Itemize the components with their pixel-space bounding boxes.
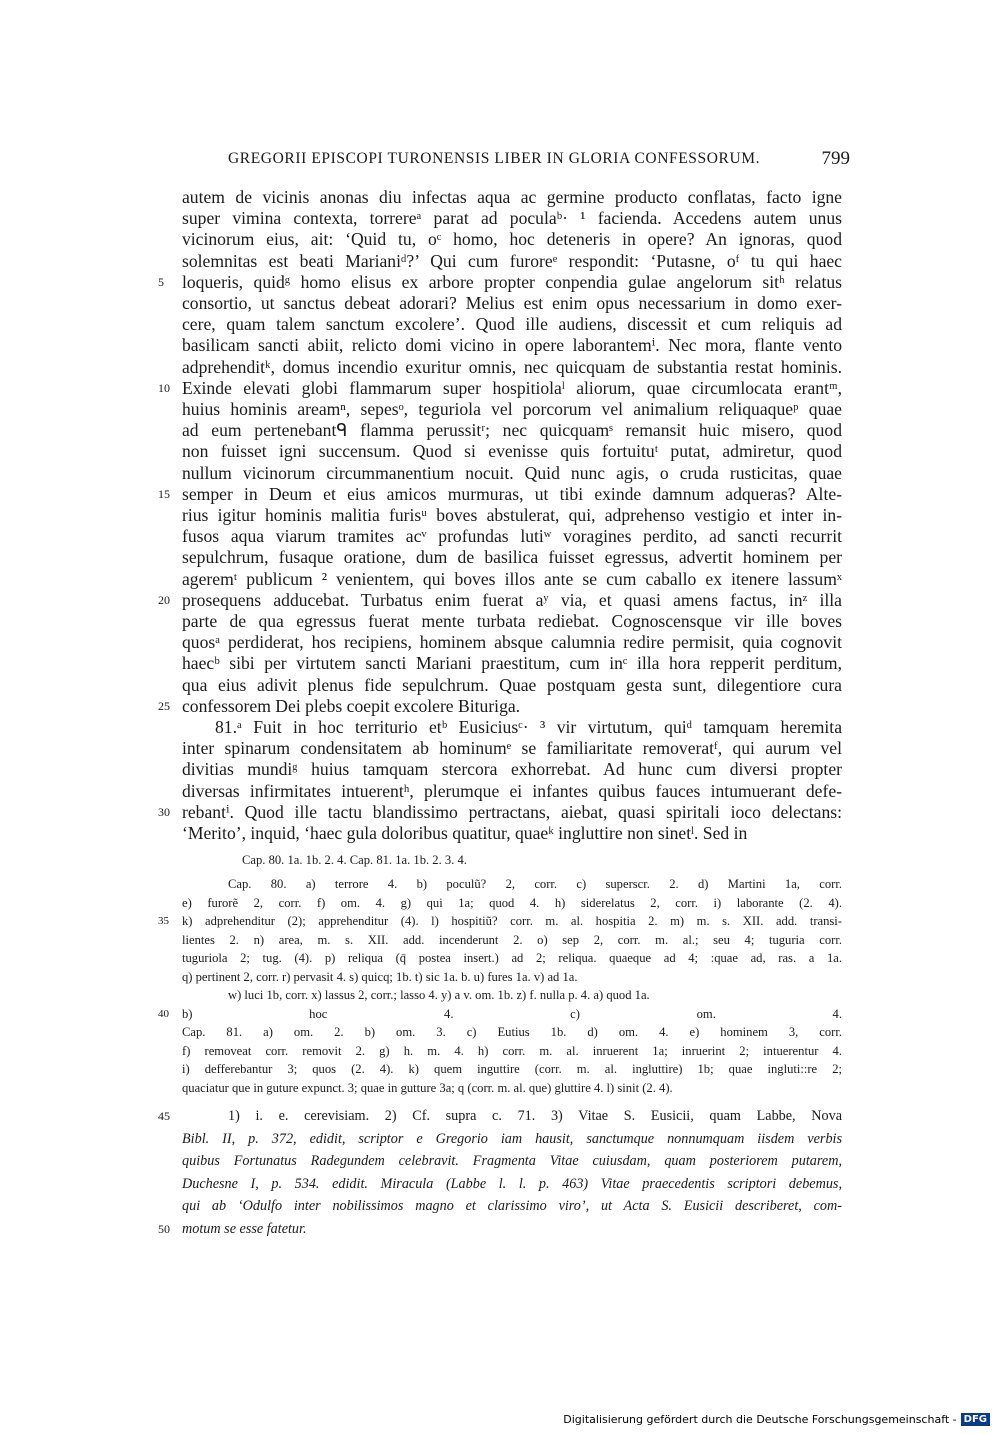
text-line: loqueris, quidᵍ homo elisus ex arbore propter conpendia gulae angelorum sitʰ relatus: [182, 271, 842, 292]
line-number: 45: [158, 1109, 170, 1123]
text-line: ageremᵗ publicum ² venientem, qui boves illos ante se cum caballo ex itenere lassumˣ: [182, 568, 842, 589]
text-line: divitias mundiᵍ huius tamquam stercora exhorrebat. Ad hunc cum diversi propter: [182, 759, 842, 780]
text-line: i) defferebantur 3; quos (2. 4). k) quem inguttire (corr. m. al. ingluttire) 1b; quae ingluti::re 2;: [182, 1062, 842, 1076]
text-line: nullum vicinorum circummanentium nocuit. Quid nunc agis, o cruda rusticitas, quae: [182, 462, 842, 483]
text-line: lientes 2. n) area, m. s. XII. add. incenderunt 2. o) sep 2, corr. m. al.; seu 4; tuguria corr.: [182, 932, 842, 947]
text-line: quibus Fortunatus Radegundem celebravit. Fragmenta Vitae cuiusdam, quam posteriorem putarem,: [182, 1153, 842, 1170]
line-number: 10: [158, 380, 170, 395]
line-number: 20: [158, 592, 170, 607]
line-number: 15: [158, 486, 170, 501]
running-header: [228, 150, 850, 172]
text-line: diversas infirmitates intuerentʰ, plerumque ei infantes quibus fauces intumuerant defe-: [182, 780, 842, 801]
line-number: 5: [158, 274, 164, 289]
text-line: b) hoc 4. c) om. 4.: [182, 1006, 842, 1021]
text-line: motum se esse fatetur.: [182, 1221, 307, 1237]
text-line: q) pertinent 2, corr. r) pervasit 4. s) quicq; 1b. t) sic 1a. b. u) fures 1a. v) ad 1a.: [182, 969, 578, 984]
text-line: f) removeat corr. removit 2. g) h. m. 4. h) corr. m. al. inruerent 1a; inruerint 2; intuerentur 4.: [182, 1043, 842, 1058]
text-line: basilicam sancti abiit, relicto domi vicino in opere laborantemⁱ. Nec mora, flante vento: [182, 335, 842, 356]
text-line: non fuisset igni succensum. Quod si evenisse quis fortuituᵗ putat, admiretur, quod: [182, 441, 842, 462]
text-line: Bibl. II, p. 372, edidit, scriptor e Gregorio iam hausit, sanctumque nonnumquam iisdem verbis: [182, 1130, 842, 1147]
text-line: qui ab ‘Odulfo inter nobilissimos magno et clarissimo viro’, ut Acta S. Eusicii describeret, com-: [182, 1198, 842, 1215]
text-line: haecᵇ sibi per virtutem sancti Mariani praestitum, cum inᶜ illa hora repperit perditum,: [182, 653, 842, 674]
text-line: huius hominis areamⁿ, sepesᵒ, teguriola vel porcorum vel animalium reliquaqueᵖ quae: [182, 399, 842, 419]
text-line: solemnitas est beati Marianiᵈ?’ Qui cum furoreᵉ respondit: ‘Putasne, oᶠ tu qui haec: [182, 250, 842, 271]
text-line: Exinde elevati globi flammarum super hospitiolaˡ aliorum, quae circumlocata erantᵐ,: [182, 377, 842, 398]
text-line: cere, quam talem sanctum excolere’. Quod ille audiens, discessit et cum reliquis ad: [182, 314, 842, 335]
text-line: Cap. 80. a) terrore 4. b) poculũ? 2, corr. c) superscr. 2. d) Martini 1a, corr.: [228, 877, 842, 891]
line-number: 35: [158, 915, 169, 927]
text-line: sepulchrum, fusaque oratione, dum de basilica fuisset egressus, advertit hominem per: [182, 547, 842, 568]
text-line: 1) i. e. cerevisiam. 2) Cf. supra c. 71. 3) Vitae S. Eusicii, quam Labbe, Nova: [228, 1108, 842, 1124]
text-line: vicinorum eius, ait: ‘Quid tu, oᶜ homo, hoc deteneris in opere? An ignoras, quod: [182, 229, 842, 250]
text-line: ad eum pertenebantᑫ flamma perussitʳ; nec quicquamˢ remansit huic misero, quod: [182, 420, 842, 441]
text-line: quaciatur que in guture expunct. 3; quae in gutture 3a; q (corr. m. al. que) gluttire 4. l) sinit (2. 4).: [182, 1080, 673, 1095]
text-line: inter spinarum condensitatem ab hominumᵉ se familiaritate removeratᶠ, qui aurum vel: [182, 738, 842, 759]
text-line: Cap. 81. a) om. 2. b) om. 3. c) Eutius 1b. d) om. 4. e) hominem 3, corr.: [182, 1025, 842, 1039]
text-line: fusos aqua viarum tramites acᵛ profundas lutiʷ voragines perdito, ad sancti recurrit: [182, 526, 842, 547]
line-number: 50: [158, 1222, 170, 1236]
text-line: ‘Merito’, inquid, ‘haec gula doloribus quatitur, quaeᵏ ingluttire non sinetˡ. Sed in: [182, 823, 748, 843]
funding-footer: [563, 1413, 990, 1426]
text-line: parte de qua egressus fuerat mente turbata rediebat. Cognoscensque vir ille boves: [182, 611, 842, 631]
text-line: super vimina contexta, torrereᵃ parat ad poculaᵇ· ¹ facienda. Accedens autem unus: [182, 208, 842, 229]
text-line: w) luci 1b, corr. x) lassus 2, corr.; lasso 4. y) a v. om. 1b. z) f. nulla p. 4. a) quod 1a.: [228, 988, 650, 1002]
text-line: e) furorẽ 2, corr. f) om. 4. g) qui 1a; quod 4. h) siderelatus 2, corr. i) laborante (2. 4).: [182, 895, 842, 910]
dfg-logo: DFG: [961, 1413, 990, 1426]
line-number: 30: [158, 804, 170, 819]
text-line: qua eius adivit plenus fide sepulchrum. Quae postquam gesta sunt, dilegentiore cura: [182, 674, 842, 695]
text-line: prosequens adducebat. Turbatus enim fuerat aʸ via, et quasi amens factus, inᶻ illa: [182, 589, 842, 610]
funding-text: Digitalisierung gefördert durch die Deutsche Forschungsgemeinschaft -: [563, 1413, 957, 1426]
text-line: k) adprehenditur (2); apprehenditur (4). l) hospitiũ? corr. m. al. hospitia 2. m) m. s. XII. add. transi-: [182, 914, 842, 928]
running-title: GREGORII EPISCOPI TURONENSIS LIBER IN GLORIA CONFESSORUM.: [228, 150, 761, 167]
text-line: semper in Deum et eius amicos murmuras, ut tibi exinde damnum adqueras? Alte-: [182, 483, 842, 504]
line-number: 40: [158, 1007, 169, 1020]
line-number: 25: [158, 698, 170, 713]
text-line: 81.ᵃ Fuit in hoc territurio etᵇ Eusiciusᶜ· ³ vir virtutum, quiᵈ tamquam heremita: [215, 717, 842, 737]
text-line: adprehenditᵏ, domus incendio exuritur omnis, nec quicquam de substantia restat hominis.: [182, 356, 842, 377]
text-line: rebantⁱ. Quod ille tactu blandissimo pertractans, aiebat, quasi spiritali ioco delectans:: [182, 801, 842, 822]
page-number: 799: [821, 148, 850, 169]
text-line: confessorem Dei plebs coepit excolere Bituriga.: [182, 695, 521, 716]
text-line: consortio, ut sanctus debeat adorari? Melius est enim opus necessarium in domo exer-: [182, 293, 842, 313]
text-line: tuguriola 2; tug. (4). p) reliqua (q̄ postea insert.) ad 2; reliqua. quaeque ad 4; :quae ad, ras. a 1a.: [182, 951, 842, 965]
text-line: quosᵃ perdiderat, hos recipiens, hominem absque calumnia redire permisit, quia cognovit: [182, 632, 842, 653]
text-line: rius igitur hominis malitia furisᵘ boves abstulerat, qui, adprehenso vestigio et inter in-: [182, 505, 842, 525]
apparatus-caption: Cap. 80. 1a. 1b. 2. 4. Cap. 81. 1a. 1b. 2. 3. 4.: [242, 853, 467, 867]
text-line: Duchesne I, p. 534. edidit. Miracula (Labbe l. l. p. 463) Vitae praecedentis scriptori debemus,: [182, 1175, 842, 1192]
text-line: autem de vicinis anonas diu infectas aqua ac germine producto conflatas, facto igne: [182, 187, 842, 207]
